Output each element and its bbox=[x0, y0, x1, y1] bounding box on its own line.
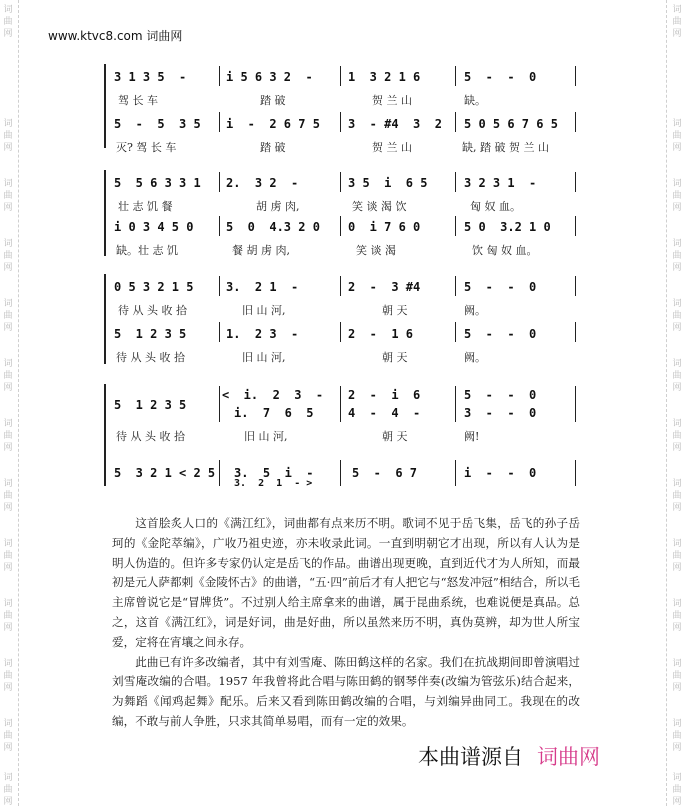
lyric-line: 朝 天 bbox=[382, 430, 408, 443]
barline bbox=[575, 276, 576, 296]
watermark-text: 词曲网 bbox=[3, 239, 13, 273]
barline bbox=[455, 66, 456, 86]
paragraph: 此曲已有许多改编者，其中有刘雪庵、陈田鹤这样的名家。我们在抗战期间即曾演唱过刘雪庵改编的合唱。1957 年我曾将此合唱与陈田鹤的钢琴伴奏(改编为管弦乐)结合起来，为舞蹈《闻鸡起舞》配乐。后来又看到陈田鹤改编的合唱，与刘编异曲同工。我现在的改编，不敢与前人争胜，只求其简单易唱，而有一定的效果。 bbox=[112, 654, 580, 728]
staff-notes: 5 0 3.2 1 0 bbox=[464, 220, 551, 234]
watermark-text: 词曲网 bbox=[672, 299, 682, 333]
staff-notes: 3 - #4 3 2 bbox=[348, 117, 442, 131]
barline bbox=[340, 386, 341, 422]
barline bbox=[340, 112, 341, 132]
watermark-text: 词曲网 bbox=[672, 773, 682, 807]
barline bbox=[340, 322, 341, 342]
barline bbox=[455, 322, 456, 342]
watermark-text: 词曲网 bbox=[3, 773, 13, 807]
credit-prefix: 本曲谱源自 bbox=[418, 745, 523, 769]
system-bracket bbox=[104, 384, 106, 486]
staff-notes: 5 0 4.3 2 0 bbox=[226, 220, 320, 234]
lyric-line: 旧 山 河, bbox=[244, 430, 288, 443]
staff-notes: 5 5 6 3 3 1 bbox=[114, 176, 201, 190]
credit-site-link[interactable]: 词曲网 bbox=[537, 745, 600, 769]
barline bbox=[340, 172, 341, 192]
lyric-line: 贺 兰 山 bbox=[372, 141, 412, 154]
barline bbox=[455, 172, 456, 192]
staff-notes: 2 - 3 #4 bbox=[348, 280, 421, 294]
staff-notes: 3. 2 1 - > bbox=[234, 478, 313, 489]
lyric-line: 缺, 踏 破 贺 兰 山 bbox=[462, 141, 549, 154]
watermark-text: 词曲网 bbox=[672, 119, 682, 153]
staff-notes: < i. 2 3 - bbox=[222, 388, 324, 402]
lyric-line: 阙。 bbox=[464, 351, 486, 364]
staff-notes: i. 7 6 5 bbox=[234, 406, 314, 420]
staff-notes: 0 i 7 6 0 bbox=[348, 220, 421, 234]
lyric-line: 饮 匈 奴 血。 bbox=[472, 244, 538, 257]
site-url[interactable]: www.ktvc8.com bbox=[48, 29, 143, 43]
watermark-text: 词曲网 bbox=[3, 299, 13, 333]
barline bbox=[575, 112, 576, 132]
staff-notes: 4 - 4 - bbox=[348, 406, 421, 420]
watermark-text: 词曲网 bbox=[672, 539, 682, 573]
lyric-line: 待 从 头 收 拾 bbox=[118, 304, 187, 317]
staff-notes: 2 - 1 6 bbox=[348, 327, 414, 341]
barline bbox=[340, 66, 341, 86]
watermark-text: 词曲网 bbox=[672, 659, 682, 693]
staff-notes: 1. 2 3 - bbox=[226, 327, 299, 341]
staff-notes: 3 5 i 6 5 bbox=[348, 176, 428, 190]
barline bbox=[340, 216, 341, 236]
watermark-text: 词曲网 bbox=[672, 239, 682, 273]
barline bbox=[455, 460, 456, 486]
staff-notes: 3 - - 0 bbox=[464, 406, 537, 420]
lyric-line: 胡 虏 肉, bbox=[256, 200, 300, 213]
staff-notes: 5 - - 0 bbox=[464, 70, 537, 84]
lyric-line: 笑 谈 渴 饮 bbox=[352, 200, 407, 213]
lyric-line: 缺。壮 志 饥 bbox=[116, 244, 178, 257]
staff-notes: i - 2 6 7 5 bbox=[226, 117, 320, 131]
barline bbox=[219, 322, 220, 342]
system-bracket bbox=[104, 170, 106, 256]
barline bbox=[340, 276, 341, 296]
system-bracket bbox=[104, 274, 106, 364]
staff-notes: i - - 0 bbox=[464, 466, 537, 480]
staff-notes: 3. 5 i - bbox=[234, 466, 314, 480]
watermark-text: 词曲网 bbox=[3, 359, 13, 393]
barline bbox=[219, 216, 220, 236]
staff-notes: 1 3 2 1 6 bbox=[348, 70, 421, 84]
staff-notes: 5 - 5 3 5 bbox=[114, 117, 201, 131]
lyric-line: 匈 奴 血。 bbox=[470, 200, 521, 213]
staff-notes: 5 - 6 7 bbox=[352, 466, 418, 480]
barline bbox=[455, 112, 456, 132]
lyric-line: 阙。 bbox=[464, 304, 486, 317]
watermark-text: 词曲网 bbox=[672, 5, 682, 39]
watermark-text: 词曲网 bbox=[3, 719, 13, 753]
lyric-line: 踏 破 bbox=[260, 94, 286, 107]
lyric-line: 待 从 头 收 拾 bbox=[116, 430, 185, 443]
barline bbox=[455, 276, 456, 296]
barline bbox=[340, 460, 341, 486]
watermark-text: 词曲网 bbox=[3, 419, 13, 453]
lyric-line: 旧 山 河, bbox=[242, 304, 286, 317]
staff-notes: 2. 3 2 - bbox=[226, 176, 299, 190]
watermark-text: 词曲网 bbox=[3, 539, 13, 573]
staff-notes: 5 - - 0 bbox=[464, 327, 537, 341]
watermark-text: 词曲网 bbox=[3, 659, 13, 693]
paragraph: 这首脍炙人口的《满江红》，词曲都有点来历不明。歌词不见于岳飞集，岳飞的孙子岳珂的《金陀萃编》，广收乃祖史迹，亦未收录此词。一直到明朝它才出现，所以有人认为是明人伪造的。但许多专家仍认定是岳飞的作品。曲谱出现更晚，直到近代才为人所知，而最初是元人萨都剌《金陵怀古》的曲谱，“五·四”前后才有人把它与“怒发冲冠”相结合，所以毛主席曾说它是“冒牌货”。不过别人给主席拿来的曲谱，属于昆曲系统，也难说便是真品。总之，这首《满江红》，词是好词，曲是好曲，所以虽然来历不明，真伪莫辨，却为世人所宝爱，定将在宵壤之间永存。 bbox=[112, 516, 580, 649]
watermark-text: 词曲网 bbox=[3, 179, 13, 213]
watermark-text: 词曲网 bbox=[3, 599, 13, 633]
barline bbox=[219, 112, 220, 132]
barline bbox=[455, 216, 456, 236]
staff-notes: 0 5 3 2 1 5 bbox=[114, 280, 194, 294]
staff-notes: 5 0 5 6 7 6 5 bbox=[464, 117, 558, 131]
staff-notes: 5 3 2 1 < 2 5 bbox=[114, 466, 216, 480]
lyric-line: 旧 山 河, bbox=[242, 351, 286, 364]
barline bbox=[575, 66, 576, 86]
lyric-line: 驾 长 车 bbox=[118, 94, 158, 107]
lyric-line: 缺。 bbox=[464, 94, 486, 107]
watermark-text: 词曲网 bbox=[3, 5, 13, 39]
watermark-text: 词曲网 bbox=[672, 419, 682, 453]
barline bbox=[575, 386, 576, 422]
site-name: 词曲网 bbox=[146, 29, 183, 43]
system-bracket bbox=[104, 64, 106, 148]
watermark-text: 词曲网 bbox=[3, 119, 13, 153]
staff-notes: i 5 6 3 2 - bbox=[226, 70, 313, 84]
source-credit bbox=[418, 741, 600, 771]
staff-notes: 3. 2 1 - bbox=[226, 280, 299, 294]
watermark-text: 词曲网 bbox=[3, 479, 13, 513]
staff-notes: 5 - - 0 bbox=[464, 280, 537, 294]
barline bbox=[219, 276, 220, 296]
barline bbox=[455, 386, 456, 422]
barline bbox=[219, 172, 220, 192]
barline bbox=[575, 216, 576, 236]
lyric-line: 壮 志 饥 餐 bbox=[118, 200, 173, 213]
barline bbox=[575, 322, 576, 342]
barline bbox=[219, 66, 220, 86]
staff-notes: 5 1 2 3 5 bbox=[114, 398, 187, 412]
barline bbox=[219, 386, 220, 422]
lyric-line: 踏 破 bbox=[260, 141, 286, 154]
watermark-text: 词曲网 bbox=[672, 719, 682, 753]
watermark-text: 词曲网 bbox=[672, 359, 682, 393]
lyric-line: 待 从 头 收 拾 bbox=[116, 351, 185, 364]
barline bbox=[575, 460, 576, 486]
lyric-line: 灭? 驾 长 车 bbox=[116, 141, 177, 154]
lyric-line: 笑 谈 渴 bbox=[356, 244, 396, 257]
watermark-text: 词曲网 bbox=[672, 179, 682, 213]
barline bbox=[219, 460, 220, 486]
watermark-text: 词曲网 bbox=[672, 479, 682, 513]
watermark-text: 词曲网 bbox=[672, 599, 682, 633]
staff-notes: 2 - i 6 bbox=[348, 388, 421, 402]
staff-notes: 3 2 3 1 - bbox=[464, 176, 537, 190]
staff-notes: 5 1 2 3 5 bbox=[114, 327, 187, 341]
staff-notes: 5 - - 0 bbox=[464, 388, 537, 402]
barline bbox=[575, 172, 576, 192]
staff-notes: 3 1 3 5 - bbox=[114, 70, 187, 84]
lyric-line: 朝 天 bbox=[382, 304, 408, 317]
lyric-line: 餐 胡 虏 肉, bbox=[232, 244, 290, 257]
staff-notes: i 0 3 4 5 0 bbox=[114, 220, 194, 234]
commentary-text bbox=[112, 514, 580, 732]
lyric-line: 阙! bbox=[464, 430, 480, 443]
lyric-line: 朝 天 bbox=[382, 351, 408, 364]
lyric-line: 贺 兰 山 bbox=[372, 94, 412, 107]
